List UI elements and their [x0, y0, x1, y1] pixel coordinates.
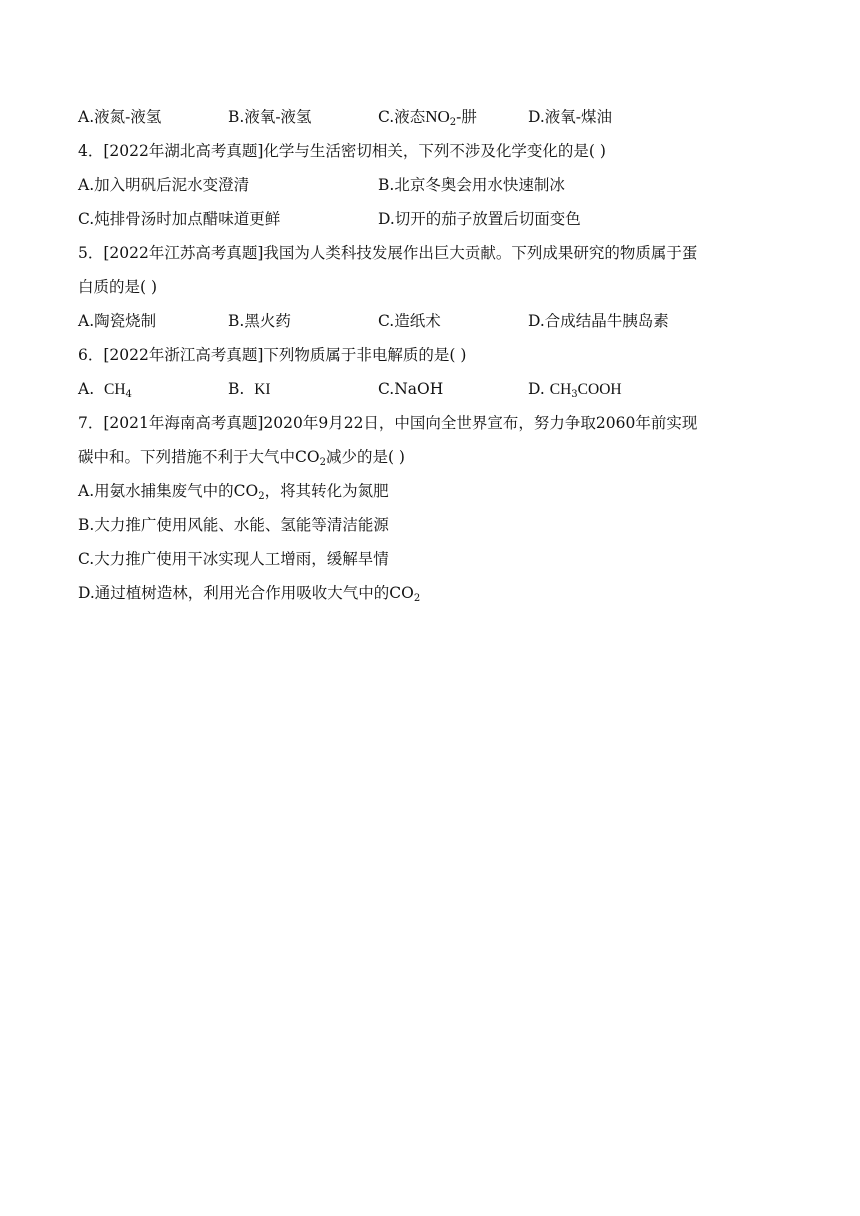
q7-stem-line2-post: 减少的是( ) — [325, 448, 405, 466]
q3-option-c-sub: 2 — [449, 117, 457, 128]
q6-option-b-formula: KI — [254, 381, 271, 398]
q3-option-b: B.液氧-液氢 — [228, 108, 312, 126]
q3-option-c-pre: C.液态 — [378, 108, 426, 126]
q7-stem-line2-pre: 碳中和。下列措施不利于大气中CO — [78, 448, 320, 466]
q5-option-c: C.造纸术 — [378, 312, 441, 330]
q6-option-a-label: A. — [78, 380, 95, 398]
q4-stem: 4．[2022年湖北高考真题]化学与生活密切相关，下列不涉及化学变化的是( ) — [78, 142, 606, 160]
q5-option-b: B.黑火药 — [228, 312, 291, 330]
q7-option-b: B.大力推广使用风能、水能、氢能等清洁能源 — [78, 516, 389, 534]
q6-option-a-formula: CH — [103, 381, 126, 398]
q6-option-c: C.NaOH — [378, 380, 444, 398]
q6-option-d-sub: 3 — [571, 389, 578, 400]
q5-option-a: A.陶瓷烧制 — [78, 312, 157, 330]
q4-option-a: A.加入明矾后泥水变澄清 — [78, 176, 250, 194]
q4-option-b: B.北京冬奥会用水快速制冰 — [378, 176, 565, 194]
q6-option-d-formula-1: CH — [549, 381, 572, 398]
q5-stem-line2: 白质的是( ) — [78, 278, 158, 296]
q6-option-d — [528, 379, 622, 400]
q7-option-c: C.大力推广使用干冰实现人工增雨，缓解旱情 — [78, 550, 389, 568]
q3-option-a: A.液氮-液氢 — [78, 108, 162, 126]
q7-stem-line2 — [78, 447, 405, 467]
q6-option-b-label: B. — [228, 380, 245, 398]
q3-option-d: D.液氧-煤油 — [528, 108, 613, 126]
q5-stem-line1: 5．[2022年江苏高考真题]我国为人类科技发展作出巨大贡献。下列成果研究的物质属于蛋 — [78, 244, 698, 262]
q4-option-d: D.切开的茄子放置后切面变色 — [378, 210, 581, 228]
q6-option-b — [228, 379, 271, 400]
q7-stem-line2-sub: 2 — [319, 457, 326, 468]
q7-option-d-pre: D.通过植树造林，利用光合作用吸收大气中的CO — [78, 584, 414, 602]
q7-option-d — [78, 583, 420, 603]
q7-option-a — [78, 481, 389, 501]
q7-stem-line1: 7．[2021年海南高考真题]2020年9月22日，中国向全世界宣布，努力争取2060年前实现 — [78, 414, 698, 432]
q3-option-c-formula: NO — [425, 107, 450, 126]
q7-option-a-post: ，将其转化为氮肥 — [264, 482, 389, 500]
q6-option-d-label: D. — [528, 380, 545, 398]
q3-option-c — [378, 107, 477, 127]
q3-option-c-post: -肼 — [456, 108, 477, 126]
q6-stem: 6．[2022年浙江高考真题]下列物质属于非电解质的是( ) — [78, 346, 467, 364]
q6-option-a — [78, 379, 132, 400]
q7-option-a-sub: 2 — [258, 491, 265, 502]
q6-option-a-sub: 4 — [125, 389, 132, 400]
q7-option-d-sub: 2 — [413, 593, 421, 604]
q6-option-d-formula-2: COOH — [577, 381, 622, 398]
q4-option-c: C.炖排骨汤时加点醋味道更鲜 — [78, 210, 281, 228]
q7-option-a-pre: A.用氨水捕集废气中的CO — [78, 482, 259, 500]
q5-option-d: D.合成结晶牛胰岛素 — [528, 312, 669, 330]
